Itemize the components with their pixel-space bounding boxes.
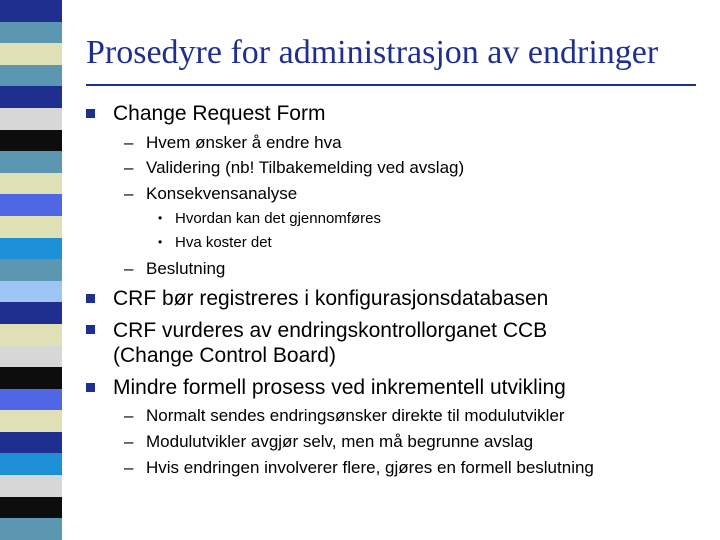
stripe-block [0,194,62,216]
dash-bullet-icon: – [124,133,134,152]
sub-bullet-text: Normalt sendes endringsønsker direkte til modulutvikler [146,406,565,425]
dash-bullet-icon: – [124,406,134,425]
sub-bullet-text: Validering (nb! Tilbakemelding ved avslag) [146,158,465,177]
sub-sub-bullet-text: Hva koster det [175,234,272,251]
stripe-block [0,475,62,497]
stripe-block [0,151,62,173]
stripe-block [0,453,62,475]
sub-bullet-text: Konsekvensanalyse [146,184,298,203]
stripe-block [0,238,62,260]
stripe-block [0,173,62,195]
stripe-block [0,302,62,324]
stripe-block [0,324,62,346]
square-bullet-icon [86,383,95,392]
dash-bullet-icon: – [124,259,134,278]
bullet-text: CRF vurderes av endringskontrollorganet CCB (Change Control Board) [113,319,548,367]
square-bullet-icon [86,109,95,118]
bullet-text: CRF bør registreres i konfigurasjonsdatabasen [113,287,549,310]
dot-bullet-icon: • [158,211,163,225]
stripe-block [0,518,62,540]
dash-bullet-icon: – [124,432,134,451]
sub-sub-bullet-text: Hvordan kan det gjennomføres [175,210,381,227]
dash-bullet-icon: – [124,158,134,177]
stripe-block [0,389,62,411]
stripe-block [0,497,62,519]
stripe-block [0,86,62,108]
stripe-block [0,65,62,87]
stripe-block [0,43,62,65]
dash-bullet-icon: – [124,458,134,477]
stripe-block [0,130,62,152]
sub-bullet-text: Hvem ønsker å endre hva [146,133,342,152]
stripe-block [0,108,62,130]
stripe-block [0,0,62,22]
dash-bullet-icon: – [124,184,134,203]
bullet-text: Change Request Form [113,102,326,125]
stripe-block [0,346,62,368]
slide-title: Prosedyre for administrasjon av endringer [86,34,659,71]
stripe-block [0,281,62,303]
bullet-text: Mindre formell prosess ved inkrementell utvikling [113,376,566,399]
stripe-block [0,410,62,432]
sub-bullet-text: Hvis endringen involverer flere, gjøres en formell beslutning [146,458,594,477]
stripe-block [0,216,62,238]
stripe-block [0,367,62,389]
stripe-block [0,22,62,44]
square-bullet-icon [86,325,95,334]
stripe-block [0,259,62,281]
sub-bullet-text: Modulutvikler avgjør selv, men må begrunne avslag [146,432,534,451]
square-bullet-icon [86,294,95,303]
sub-bullet-text: Beslutning [146,259,226,278]
dot-bullet-icon: • [158,235,163,249]
title-underline [86,84,696,86]
decorative-stripe [0,0,62,540]
stripe-block [0,432,62,454]
